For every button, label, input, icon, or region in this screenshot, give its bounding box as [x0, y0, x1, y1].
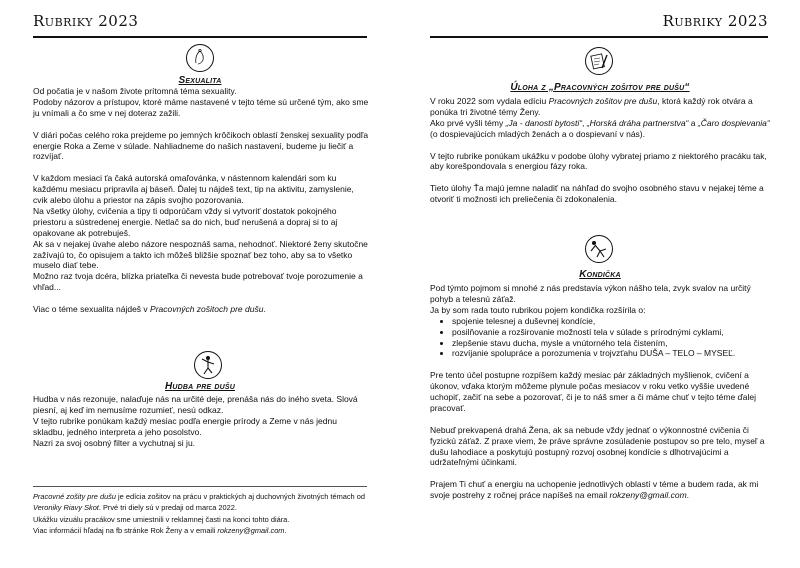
- paragraph: Ako prvé vyšli témy „Ja - danosti bytosti“, „Horská dráha partnerstva“ a „Čaro dospievania“ (o dospievajúcich mladých ženách a o dospievaní v nás).: [430, 117, 770, 139]
- paragraph: Nazri za svoj osobný filter a vychutnaj si ju.: [33, 437, 196, 448]
- footer-line: Pracovné zošity pre dušu je edícia zošitov na prácu v praktických aj duchovných životných témach od Veroniky Riavy Skot. Prvé tri diely sú v predaji od marca 2022.: [33, 492, 365, 513]
- right-page-header: Rubriky 2023: [662, 12, 768, 30]
- footer-line: Ukážku vizuálu pracákov sme umiestnili v reklamnej časti na konci tohto diára.: [33, 514, 290, 524]
- woman-figure-icon: [185, 43, 215, 73]
- paragraph: Prajem Ti chuť a energiu na uchopenie jednotlivých oblastí v téme a budem rada, ak mi svoje postrehy z ročnej práce napíšeš na email rokzeny@gmail.com.: [430, 479, 759, 501]
- paragraph: Od počatia je v našom živote prítomná téma sexuality.: [33, 86, 237, 96]
- paragraph: Podoby názorov a prístupov, ktoré máme nastavené v tejto téme sú určené tým, ako sme ju vnímali a čo sme v nej doteraz zažili.: [33, 96, 369, 118]
- kondicka-list: [430, 316, 770, 360]
- dancing-figure-icon: [193, 350, 223, 380]
- paragraph: Viac o téme sexualita nájdeš v Pracovných zošitoch pre dušu.: [33, 304, 266, 315]
- kondicka-text: [430, 283, 770, 501]
- right-page: [400, 0, 800, 568]
- footer-line: Viac informácií hľadaj na fb stránke Rok Ženy a v emaili rokzeny@gmail.com.: [33, 525, 287, 535]
- kondicka-title: Kondička: [579, 269, 621, 280]
- paragraph: V diári počas celého roka prejdeme po jemných krôčikoch oblastí ženskej sexuality podľa energie Roka a Zeme v súlade. Nahliadneme do našich nastavení, budeme ju liečiť a rozvíjať.: [33, 129, 369, 162]
- exercise-figure-icon: [584, 234, 614, 264]
- uloha-text: [430, 96, 770, 205]
- paragraph: Pod týmto pojmom si mnohé z nás predstavia výkon nášho tela, zvyk svalov na určitý pohyb a telesnú záťaž.: [430, 283, 751, 304]
- hudba-title: Hudba pre dušu: [164, 381, 236, 392]
- paragraph: V tejto rubrike ponúkam ukážku v podobe úlohy vybratej priamo z niektorého pracáku tak, aby korešpondovala s energiou fázy roka.: [430, 150, 767, 172]
- sexualita-title: Sexualita: [178, 75, 222, 86]
- footer-rule: [33, 486, 367, 487]
- paragraph: Ak sa v nejakej úvahe alebo názore nespoznáš sama, nehodnoť. Niektoré ženy skutočne zažívajú to, čo opisujem a takto ich môžeš bližšie spoznať bez toho, aby sa to všetko muselo diať tebe.: [33, 238, 368, 271]
- list-item: • spojenie telesnej a duševnej kondície,: [452, 316, 770, 327]
- left-page-header: Rubriky 2023: [33, 12, 139, 30]
- paragraph: V roku 2022 som vydala edíciu Pracovných zošitov pre dušu, ktorá každý rok otvára a ponúka tri životné témy Ženy.: [430, 96, 753, 117]
- paragraph: Pre tento účel postupne rozpíšem každý mesiac pár základných myšlienok, cvičení a úkonov, vďaka ktorým môžeme plynule počas mesiacov v roku vetko vyššie uvedené uchopiť, začiť na sebe a pozorovať, či je to náš smer a či máme chuť v tejto téme ďalej pracovať.: [430, 370, 757, 413]
- paragraph: Na všetky úlohy, cvičenia a tipy ti odporúčam vždy si vytvoriť dostatok pokojného priestoru a sústredenej energie. Netlač sa do nich, buď nerušená a dopraj si to aj opakovane ak potrebuješ.: [33, 205, 338, 238]
- list-item: • zlepšenie stavu ducha, mysle a vnútorného tela čistením,: [452, 338, 770, 349]
- paragraph: Tieto úlohy Ťa majú jemne naladiť na náhľad do svojho osobného stavu v nejakej téme a otvoriť ti možnosti ich preliečenia či zdokonalenia.: [430, 183, 764, 205]
- paragraph: Nebuď prekvapená drahá Žena, ak sa nebude vždy jednať o výkonnostné cvičenia či fyzickú záťaž. Z praxe viem, že práve správne zosúladenie postupov so pre telo, myseľ a dušu lahodiace a poskytujú postupný rozvoj osobnej kondície s dlhotrvajúcimi a udržateľnými účinkami.: [430, 424, 765, 468]
- sexualita-text: [33, 86, 369, 315]
- list-item: • rozvíjanie spolupráce a porozumenia v trojvzťahu DUŠA – TELO – MYSEĽ.: [452, 348, 770, 359]
- uloha-title: Úloha z „Pracovných zošitov pre dušu“: [510, 82, 690, 93]
- paragraph: V každom mesiaci ťa čaká autorská omaľovánka, v nástennom kalendári som ku každému mesiacu pripravila aj báseň. Ďalej tu nájdeš text, tip na aktivitu, zamyslenie, cvik alebo úlohu a priestor na zápis svojho pozorovania.: [33, 173, 354, 206]
- notebook-pencil-icon: [584, 46, 614, 76]
- paragraph: Možno raz tvoja dcéra, blízka priateľka či nevesta bude potrebovať tvoje porozumenie a vhľad...: [33, 271, 363, 293]
- list-item: • posilňovanie a rozširovanie možností tela v súlade s prírodnými cyklami,: [452, 327, 770, 338]
- hudba-text: [33, 394, 369, 449]
- paragraph: Ja by som rada touto rubrikou pojem kondička rozšírila o:: [430, 304, 646, 315]
- paragraph: V tejto rubrike ponúkam každý mesiac podľa energie prírody a Zeme v nás jednu skladbu, jedného interpreta a jeho posolstvo.: [33, 415, 337, 437]
- paragraph: Hudba v nás rezonuje, nalaďuje nás na určité deje, prenáša nás do iného sveta. Slová piesní, aj keď im nemusíme rozumieť, nesú odkaz.: [33, 394, 358, 415]
- left-footer: [33, 491, 367, 536]
- right-header-rule: [430, 36, 768, 38]
- left-header-rule: [33, 36, 367, 38]
